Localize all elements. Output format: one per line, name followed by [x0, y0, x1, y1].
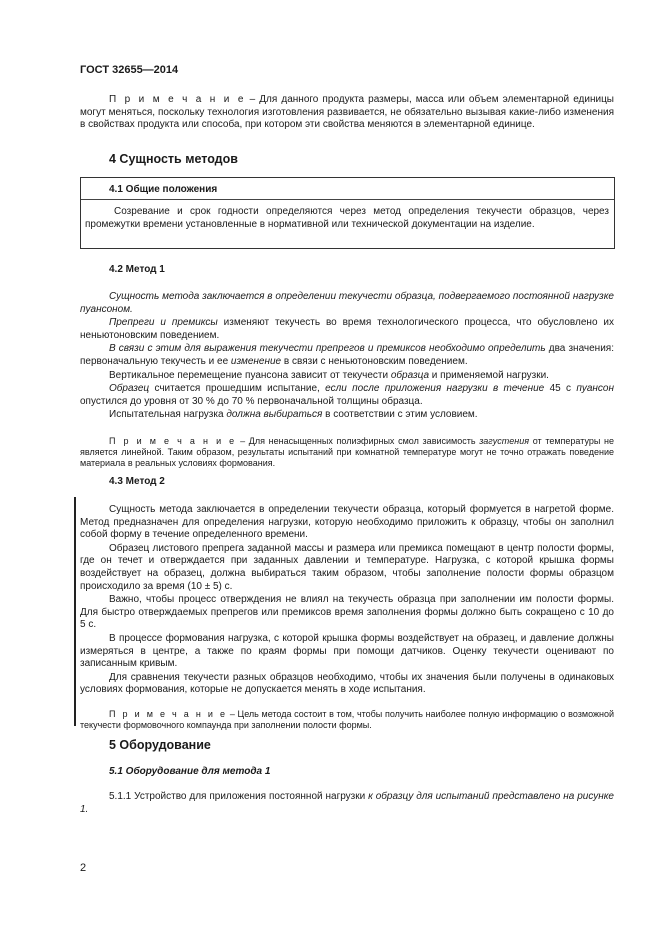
clause-5-1-1-em: к образцу для испытаний представлено на рисунке 1.: [80, 791, 614, 815]
method1-p3-a: два значения: первоначальную текучесть и ее: [80, 343, 614, 367]
method1-p5-em3: пуансон: [576, 383, 614, 395]
revision-bar: [74, 497, 76, 726]
section-4-3-body: [80, 504, 614, 731]
method1-p6-a: Испытательная нагрузка: [109, 409, 227, 421]
method1-p5-c: опустился до уровня от 30 % до 70 % первоначальной толщины образца.: [80, 395, 423, 407]
method1-p5-em2: если после приложения нагрузки в течение: [325, 383, 545, 395]
method1-p6-em: должна выбираться: [226, 409, 323, 421]
method1-p5-a: считается прошедшим испытание,: [149, 383, 326, 395]
method1-p2-em: Препреги и премиксы: [109, 317, 218, 329]
section-4-title: 4 Сущность методов: [109, 152, 238, 166]
page-number: 2: [80, 862, 87, 874]
method1-note-b: от температуры не является линейной. Таким образом, результаты испытаний при комнатной температуре могут не точно отражать поведение материала в реальных условиях формования.: [80, 435, 614, 468]
clause-5-1-1-a: 5.1.1 Устройство для приложения постоянной нагрузки: [109, 791, 369, 802]
method1-p4-em: образца: [390, 369, 430, 381]
section-4-2-title: 4.2 Метод 1: [109, 264, 165, 275]
method1-p1: Сущность метода заключается в определении текучести образца, подвергаемого постоянной нагрузке пуансоном.: [80, 291, 614, 315]
method1-p4-b: и применяемой нагрузки.: [429, 369, 549, 381]
method1-p5-em1: Образец: [109, 383, 150, 395]
method1-note-a: – Для ненасыщенных полиэфирных смол зависимость: [236, 435, 480, 446]
method1-p2: изменяют текучесть во время технологического процесса, что обусловлено их неньютоновским поведением.: [80, 317, 614, 341]
box-divider: [81, 199, 614, 200]
method2-note-label: П р и м е ч а н и е: [109, 708, 228, 719]
method1-p6-b: в соответствии с этим условием.: [322, 409, 478, 421]
section-5-body: [80, 791, 614, 816]
method2-note: – Цель метода состоит в том, чтобы получить наиболее полную информацию о возможной текучести формовочного компаунда при заполнении полости формы.: [80, 708, 614, 730]
method2-p3: Важно, чтобы процесс отверждения не влиял на текучесть образца при заполнении им полости формы. Для быстро отверждаемых препрегов или премиксов время заполнения формы должно быть сокращено с 10 до 5 с.: [80, 594, 614, 631]
standard-header: ГОСТ 32655—2014: [80, 64, 179, 76]
intro-note: [80, 94, 614, 132]
section-4-1-text: Созревание и срок годности определяются через метод определения текучести образцов, через промежутки времени установленные в нормативной или технической документации на изделие.: [85, 206, 609, 230]
method2-p1: Сущность метода заключается в определении текучести образца, который формуется в нагретой форме. Метод предназначен для определения нагрузки, которую необходимо приложить к образцу, чтобы он заполнил собой форму в течение определенного времени.: [80, 504, 614, 541]
method1-p4-a: Вертикальное перемещение пуансона зависит от текучести: [109, 369, 391, 381]
method1-p3-em2: изменение: [230, 355, 282, 367]
section-4-1-title: 4.1 Общие положения: [109, 184, 218, 195]
method1-p3-em1: В связи с этим для выражения текучести препрегов и премиксов необходимо определить: [109, 343, 546, 355]
note-label: П р и м е ч а н и е: [109, 94, 246, 105]
section-5-1-title: 5.1 Оборудование для метода 1: [109, 766, 271, 777]
section-4-2-body: [80, 291, 614, 469]
method1-p5-b: 45 с: [544, 383, 577, 395]
method2-p5: Для сравнения текучести разных образцов необходимо, чтобы их значения были получены в одинаковых условиях формования, которые не допускается менять в ходе испытания.: [80, 671, 614, 696]
section-4-1-box: [80, 177, 615, 249]
note-text: – Для данного продукта размеры, масса или объем элементарной единицы могут меняться, поскольку технология изготовления развивается, не обязательно вызывая какие-либо изменения в свойствах продукта или способа, при котором эти свойства меняются в элементарной единице.: [80, 94, 614, 131]
method2-p2: Образец листового препрега заданной массы и размера или премикса помещают в центр полости формы, где он течет и отверждается при заданных давлении и температуре. Нагрузка, с которой крышка формы воздействует на образец, должна выбираться таким образом, чтобы заполнение полости формы образцом происходило за время (10 ± 5) с.: [80, 542, 614, 592]
section-5-title: 5 Оборудование: [109, 738, 211, 752]
method1-p3-b: в связи с неньютоновским поведением.: [281, 355, 468, 367]
method2-p4: В процессе формования нагрузка, с которой крышка формы воздействует на образец, и давление должны измеряться в центре, а также по краям формы при помощи датчиков. Оценку текучести оценивают по записанным кривым.: [80, 632, 614, 670]
section-4-3-title: 4.3 Метод 2: [109, 476, 165, 487]
method1-note-label: П р и м е ч а н и е: [109, 435, 237, 446]
method1-note-em: загустения: [479, 435, 530, 446]
